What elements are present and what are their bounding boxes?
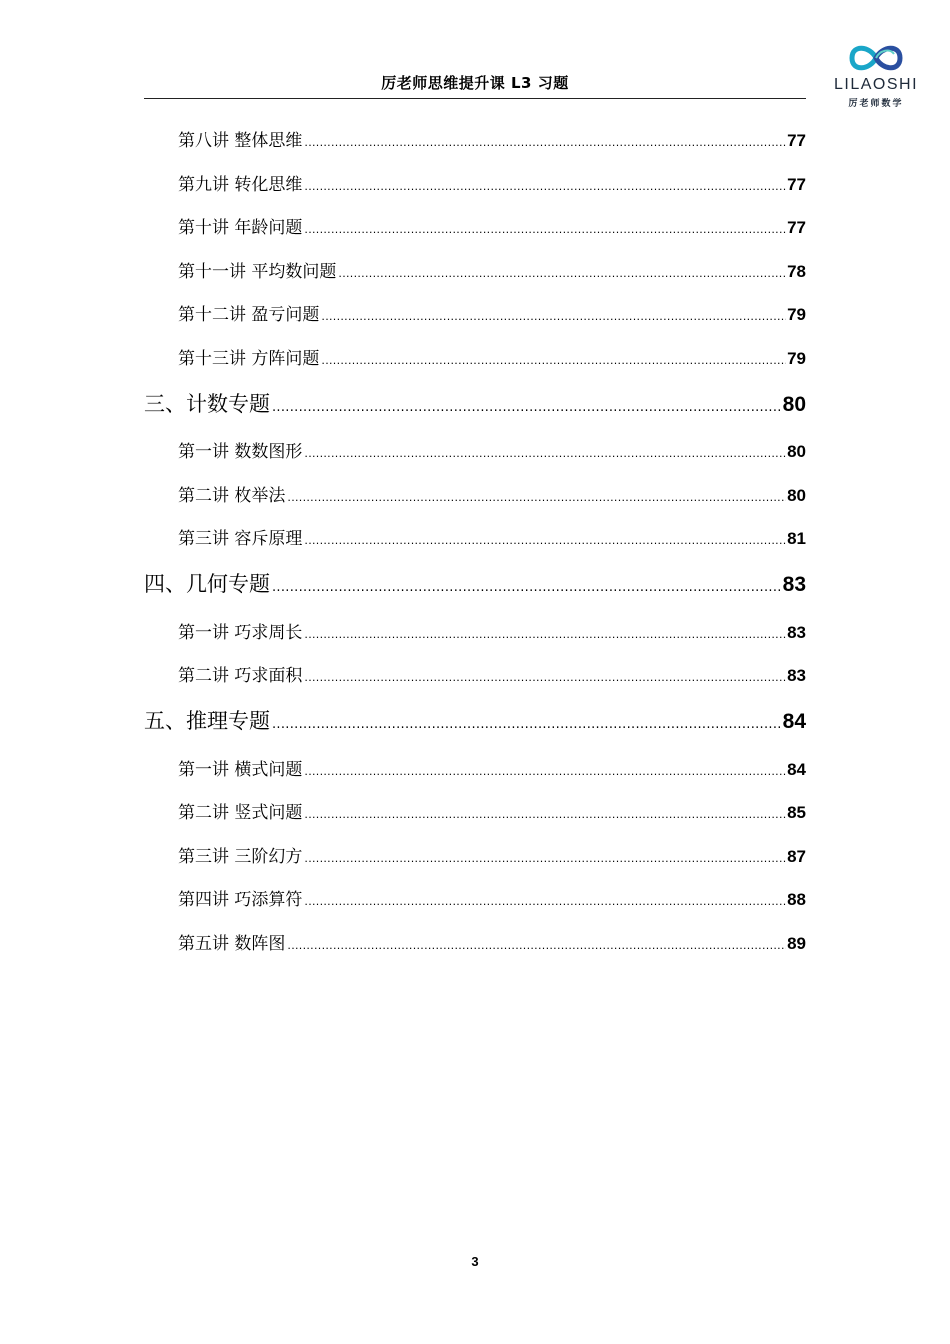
brand-logo xyxy=(826,40,926,112)
toc-section-page: 84 xyxy=(782,710,806,733)
toc-entry-page: 77 xyxy=(787,175,806,194)
page-number: 3 xyxy=(471,1254,479,1269)
toc-leader-dots xyxy=(304,671,786,684)
toc-leader-dots xyxy=(287,939,786,952)
toc-entry[interactable] xyxy=(178,344,806,369)
toc-leader-dots xyxy=(304,765,786,778)
toc-leader-dots xyxy=(304,852,786,865)
toc-entry-title: 第二讲 枚举法 xyxy=(178,486,286,506)
toc-leader-dots xyxy=(304,447,786,460)
toc-leader-dots xyxy=(304,180,786,193)
toc-entry-title: 第二讲 竖式问题 xyxy=(178,803,303,823)
toc-section[interactable] xyxy=(144,568,806,598)
toc-leader-dots xyxy=(304,808,786,821)
toc-entry[interactable] xyxy=(178,929,806,954)
toc-entry-page: 79 xyxy=(787,305,806,324)
toc-entry[interactable] xyxy=(178,481,806,506)
toc-leader-dots xyxy=(321,354,786,367)
toc-section-title: 三、计数专题 xyxy=(144,392,270,416)
toc-leader-dots xyxy=(304,534,786,547)
toc-entry-page: 88 xyxy=(787,890,806,909)
toc-entry-title: 第一讲 横式问题 xyxy=(178,760,303,780)
toc-leader-dots xyxy=(321,310,786,323)
toc-leader-dots xyxy=(304,136,786,149)
toc-entry[interactable] xyxy=(178,300,806,325)
toc-section-title: 四、几何专题 xyxy=(144,572,270,596)
toc-entry-title: 第十三讲 方阵问题 xyxy=(178,349,320,369)
infinity-logo-icon xyxy=(846,40,906,76)
toc-entry[interactable] xyxy=(178,661,806,686)
toc-entry-page: 77 xyxy=(787,131,806,150)
toc-entry[interactable] xyxy=(178,170,806,195)
toc-entry-page: 78 xyxy=(787,262,806,281)
toc-entry[interactable] xyxy=(178,213,806,238)
toc-entry-page: 79 xyxy=(787,349,806,368)
toc-leader-dots xyxy=(287,491,786,504)
toc-leader-dots xyxy=(272,580,782,595)
toc-entry-page: 77 xyxy=(787,218,806,237)
toc-entry[interactable] xyxy=(178,798,806,823)
toc-entry-title: 第八讲 整体思维 xyxy=(178,131,303,151)
toc-entry[interactable] xyxy=(178,257,806,282)
toc-entry-page: 80 xyxy=(787,442,806,461)
toc-entry-title: 第十二讲 盈亏问题 xyxy=(178,305,320,325)
toc-entry-page: 81 xyxy=(787,529,806,548)
toc-entry-title: 第十一讲 平均数问题 xyxy=(178,262,337,282)
logo-wordmark: LILAOSHI xyxy=(833,76,919,93)
toc-entry[interactable] xyxy=(178,885,806,910)
toc-entry[interactable] xyxy=(178,437,806,462)
toc-leader-dots xyxy=(272,400,782,415)
toc-entry-title: 第二讲 巧求面积 xyxy=(178,666,303,686)
toc-leader-dots xyxy=(338,267,786,280)
toc-entry-page: 83 xyxy=(787,666,806,685)
toc-section-page: 80 xyxy=(782,393,806,416)
toc-section-page: 83 xyxy=(782,573,806,596)
toc-entry-page: 85 xyxy=(787,803,806,822)
toc-entry[interactable] xyxy=(178,524,806,549)
toc-leader-dots xyxy=(304,223,786,236)
toc-leader-dots xyxy=(304,628,786,641)
toc-entry[interactable] xyxy=(178,755,806,780)
toc-entry-title: 第一讲 数数图形 xyxy=(178,442,303,462)
toc-entry-title: 第十讲 年龄问题 xyxy=(178,218,303,238)
toc-entry-page: 83 xyxy=(787,623,806,642)
toc-entry[interactable] xyxy=(178,126,806,151)
toc-section-title: 五、推理专题 xyxy=(144,709,270,733)
logo-subtitle: 厉老师数学 xyxy=(848,99,904,109)
toc-entry-page: 80 xyxy=(787,486,806,505)
toc-leader-dots xyxy=(304,895,786,908)
toc-entry-title: 第四讲 巧添算符 xyxy=(178,890,303,910)
toc-entry-page: 84 xyxy=(787,760,806,779)
toc-entry-page: 87 xyxy=(787,847,806,866)
header-divider xyxy=(144,98,806,99)
toc-section[interactable] xyxy=(144,388,806,418)
toc-entry[interactable] xyxy=(178,618,806,643)
toc-entry-title: 第三讲 容斥原理 xyxy=(178,529,303,549)
toc-entry[interactable] xyxy=(178,842,806,867)
toc-entry-title: 第九讲 转化思维 xyxy=(178,175,303,195)
toc-entry-page: 89 xyxy=(787,934,806,953)
toc-entry-title: 第五讲 数阵图 xyxy=(178,934,286,954)
page-header-title: 厉老师思维提升课 L3 习题 xyxy=(381,74,569,92)
toc-leader-dots xyxy=(272,717,782,732)
toc-section[interactable] xyxy=(144,705,806,735)
toc-entry-title: 第三讲 三阶幻方 xyxy=(178,847,303,867)
toc-entry-title: 第一讲 巧求周长 xyxy=(178,623,303,643)
